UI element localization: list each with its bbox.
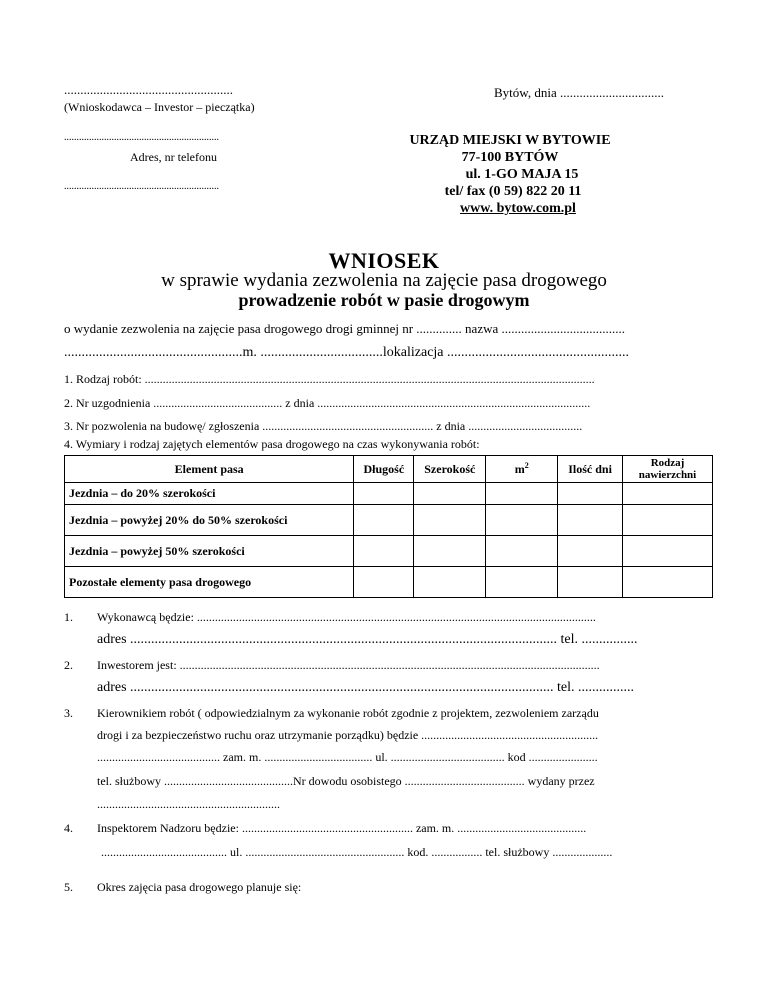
item-work-type: 1. Rodzaj robót: ...................................................................................................................................................... <box>64 372 595 386</box>
manager-line-5: ............................................................. <box>97 797 280 811</box>
investor-line: Inwestorem jest: ............................................................................................................................................ <box>97 658 600 672</box>
table-row <box>65 567 713 598</box>
item-agreement-no: 2. Nr uzgodnienia ........................................... z dnia ........................................................................................... <box>64 396 591 410</box>
period-num: 5. <box>64 880 73 894</box>
col-surface: Rodzaj nawierzchni <box>623 456 713 483</box>
cell-surface[interactable] <box>623 483 713 505</box>
cell-days[interactable] <box>558 567 623 598</box>
authority-www[interactable]: www. bytow.com.pl <box>460 201 576 216</box>
cell-days[interactable] <box>558 536 623 567</box>
place-date: Bytów, dnia ................................ <box>494 85 664 100</box>
authority-postal: 77-100 BYTÓW <box>461 150 559 165</box>
cell-area[interactable] <box>486 505 558 536</box>
manager-line-4: tel. służbowy ...........................................Nr dowodu osobistego ........................................ wydany przez <box>97 774 595 788</box>
cell-width[interactable] <box>414 536 486 567</box>
table-row <box>65 483 713 505</box>
col-days: Ilość dni <box>558 456 623 483</box>
contractor-line: Wykonawcą będzie: ..................................................................................................................................... <box>97 610 596 624</box>
investor-num: 2. <box>64 658 73 672</box>
cell-length[interactable] <box>354 536 414 567</box>
inspector-num: 4. <box>64 821 73 835</box>
cell-days[interactable] <box>558 505 623 536</box>
row-label: Jezdnia – powyżej 50% szerokości <box>65 536 354 567</box>
manager-line-3: ......................................... zam. m. .................................... ul. ...................................... kod ....................... <box>97 750 598 764</box>
table-row <box>65 505 713 536</box>
investor-address: adres ......................................................................................................................... tel. ................ <box>97 680 635 695</box>
inspector-line-1: Inspektorem Nadzoru będzie: ......................................................... zam. m. ........................................... <box>97 821 587 835</box>
cell-length[interactable] <box>354 505 414 536</box>
document-title: WNIOSEK <box>328 248 440 273</box>
address-line: .............................................................. <box>64 132 219 143</box>
col-width: Szerokość <box>414 456 486 483</box>
cell-area[interactable] <box>486 536 558 567</box>
cell-surface[interactable] <box>623 505 713 536</box>
authority-block <box>390 132 630 217</box>
contractor-address: adres .......................................................................................................................... tel. ................ <box>97 632 638 647</box>
row-label: Jezdnia – do 20% szerokości <box>65 483 354 505</box>
cell-surface[interactable] <box>623 567 713 598</box>
col-area-unit: m <box>514 462 525 476</box>
manager-num: 3. <box>64 706 73 720</box>
cell-area[interactable] <box>486 567 558 598</box>
cell-width[interactable] <box>414 505 486 536</box>
contractor-num: 1. <box>64 610 73 624</box>
applicant-caption: (Wnioskodawca – Investor – pieczątka) <box>64 100 255 114</box>
period-line: Okres zajęcia pasa drogowego planuje się: <box>97 880 302 894</box>
col-area-sup: 2 <box>524 461 529 470</box>
cell-width[interactable] <box>414 567 486 598</box>
inspector-line-2: .......................................... ul. ..................................................... kod. ................. tel. służbowy .................... <box>101 845 613 859</box>
intro-line-1: o wydanie zezwolenia na zajęcie pasa drogowego drogi gminnej nr .............. nazwa ...................................... <box>64 321 626 336</box>
col-length: Długość <box>354 456 414 483</box>
item-dimensions: 4. Wymiary i rodzaj zajętych elementów pasa drogowego na czas wykonywania robót: <box>64 437 480 451</box>
address-caption: Adres, nr telefonu <box>130 150 217 164</box>
intro-line-2: ...................................................m. ...................................lokalizacja .................................................... <box>64 345 630 360</box>
row-label: Jezdnia – powyżej 20% do 50% szerokości <box>65 505 354 536</box>
address-line-2: .............................................................. <box>64 181 219 192</box>
item-permit-no: 3. Nr pozwolenia na budowę/ zgłoszenia ......................................................... z dnia ...................................... <box>64 419 583 433</box>
cell-length[interactable] <box>354 567 414 598</box>
row-label: Pozostałe elementy pasa drogowego <box>65 567 354 598</box>
manager-line-1: Kierownikiem robót ( odpowiedzialnym za wykonanie robót zgodnie z projektem, zezwoleniem zarządu <box>97 706 599 720</box>
cell-area[interactable] <box>486 483 558 505</box>
cell-surface[interactable] <box>623 536 713 567</box>
authority-name: URZĄD MIEJSKI W BYTOWIE <box>409 133 611 148</box>
cell-days[interactable] <box>558 483 623 505</box>
document-subtitle: w sprawie wydania zezwolenia na zajęcie pasa drogowego <box>161 270 607 291</box>
authority-phone: tel/ fax (0 59) 822 20 11 <box>444 184 582 199</box>
road-lane-table <box>64 455 713 598</box>
cell-length[interactable] <box>354 483 414 505</box>
manager-line-2: drogi i za bezpieczeństwo ruchu oraz utrzymanie porządku) będzie ........................................................... <box>97 728 599 742</box>
authority-street: ul. 1-GO MAJA 15 <box>465 167 579 182</box>
col-element: Element pasa <box>65 456 354 483</box>
cell-width[interactable] <box>414 483 486 505</box>
document-subtitle-bold: prowadzenie robót w pasie drogowym <box>238 290 530 310</box>
applicant-line: .................................................... <box>64 82 233 97</box>
table-row <box>65 536 713 567</box>
col-area <box>486 456 558 483</box>
